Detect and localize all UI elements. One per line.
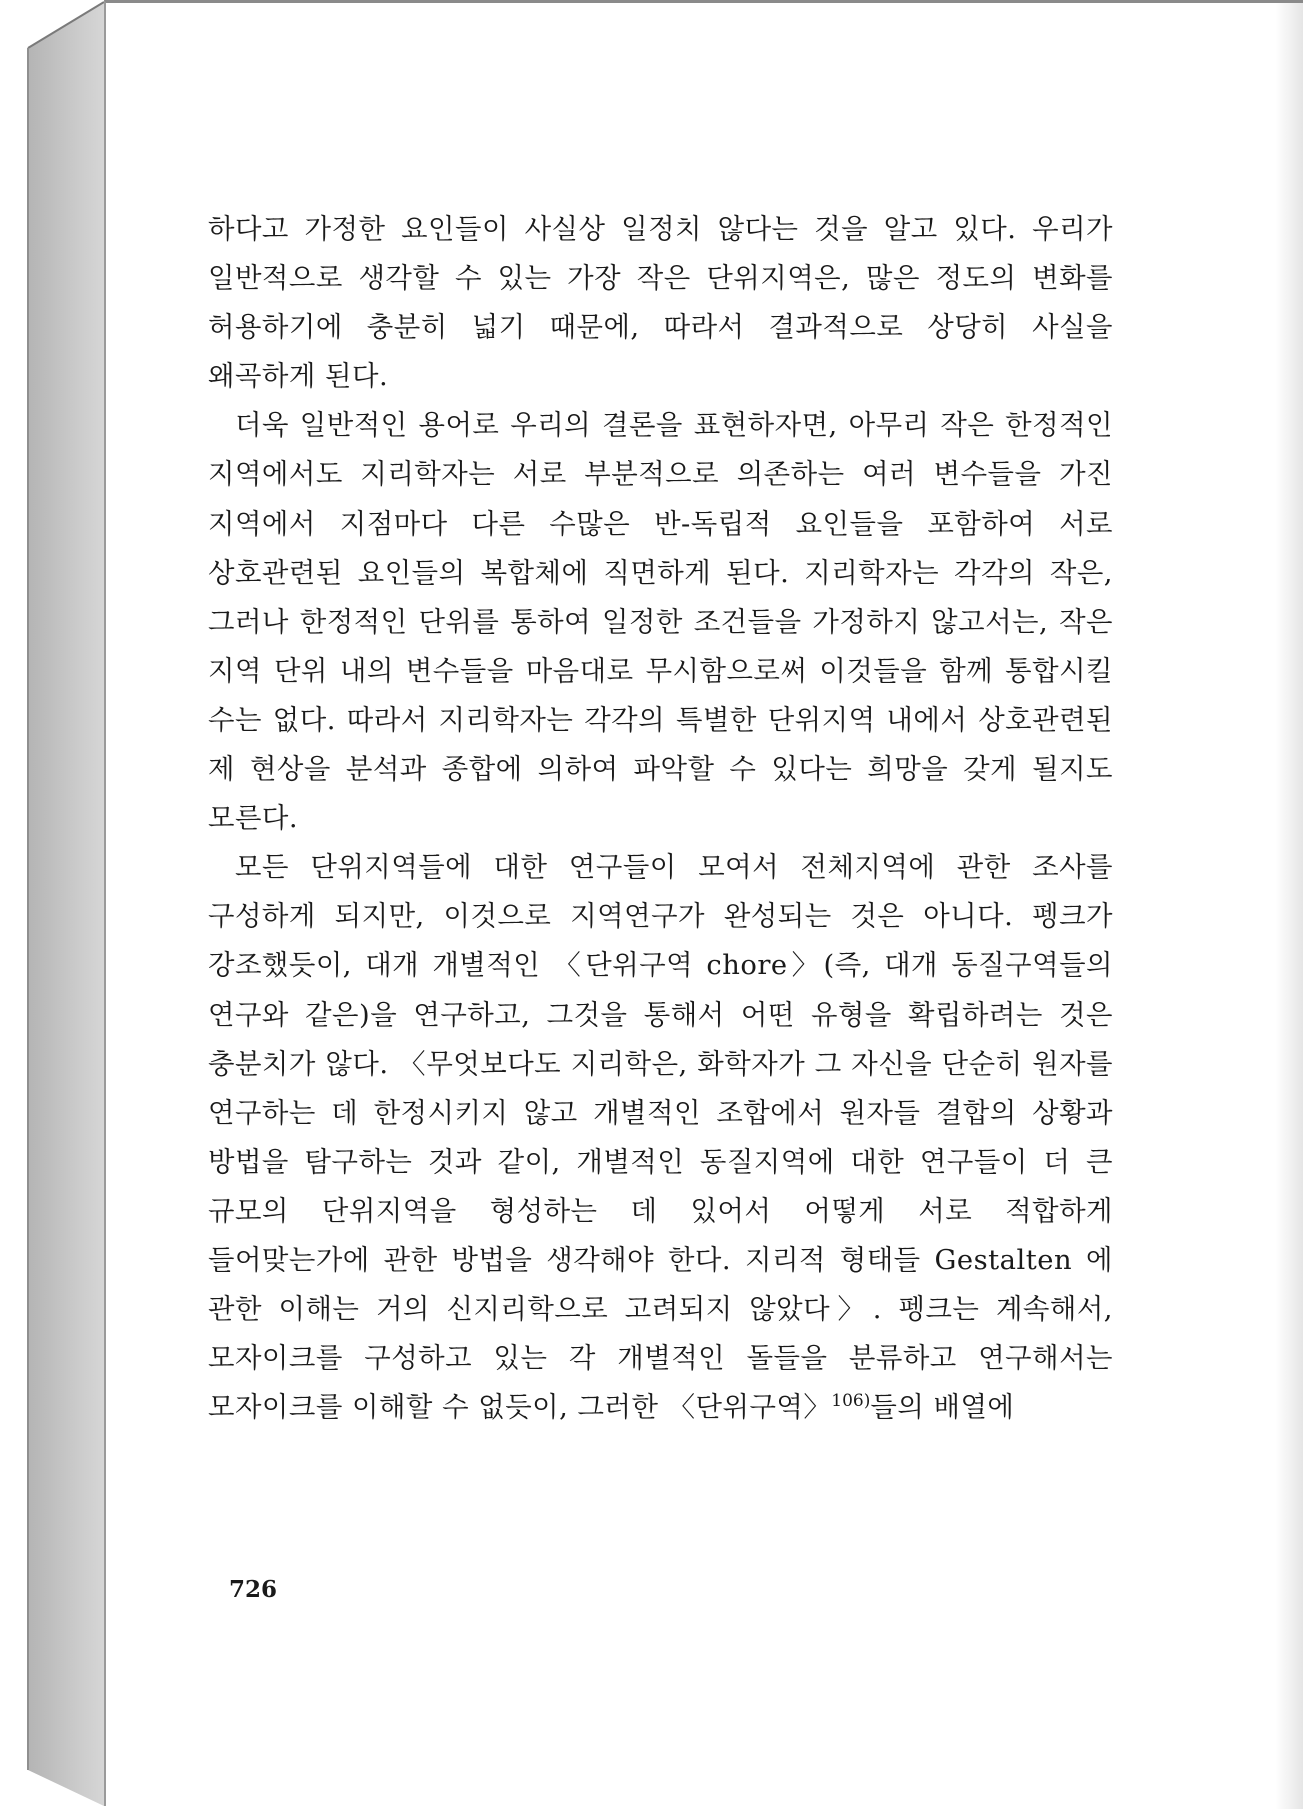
book-spine [0, 0, 110, 1806]
paragraph-3-continuation: 들의 배열에 [870, 1392, 1015, 1424]
page-edge-shadow [1275, 3, 1303, 1809]
footnote-reference: 106) [831, 1391, 871, 1412]
paragraph-2: 더욱 일반적인 용어로 우리의 결론을 표현하자면, 아무리 작은 한정적인 지역에서도 지리학자는 서로 부분적으로 의존하는 여러 변수들을 가진 지역에서 지점마다 다른 수많은 반-독립적 요인들을 포함하여 서로 상호관련된 요인들의 복합체에 직면하게 된다. 지리학자는 각각의 작은, 그러나 한정적인 단위를 통하여 일정한 조건들을 가정하지 않고서는, 작은 지역 단위 내의 변수들을 마음대로 무시함으로써 이것들을 함께 통합시킬 수는 없다. 따라서 지리학자는 각각의 특별한 단위지역 내에서 상호관련된 제 현상을 분석과 종합에 의하여 파악할 수 있다는 희망을 갖게 될지도 모른다. [208, 410, 1113, 835]
body-text [208, 205, 1113, 1432]
page-number: 726 [229, 1576, 278, 1603]
paragraph-3-text: 모든 단위지역들에 대한 연구들이 모여서 전체지역에 관한 조사를 구성하게 되지만, 이것으로 지역연구가 완성되는 것은 아니다. 펭크가 강조했듯이, 대개 개별적인 〈단위구역 chore〉(즉, 대개 동질구역들의 연구와 같은)을 연구하고, 그것을 통해서 어떤 유형을 확립하려는 것은 충분치가 않다. 〈무엇보다도 지리학은, 화학자가 그 자신을 단순히 원자를 연구하는 데 한정시키지 않고 개별적인 조합에서 원자들 결합의 상황과 방법을 탐구하는 것과 같이, 개별적인 동질지역에 대한 연구들이 더 큰 규모의 단위지역을 형성하는 데 있어서 어떻게 서로 적합하게 들어맞는가에 관한 방법을 생각해야 한다. 지리적 형태들 Gestalten 에 관한 이해는 거의 신지리학으로 고려되지 않았다〉. 펭크는 계속해서, 모자이크를 구성하고 있는 각 개별적인 돌들을 분류하고 연구해서는 모자이크를 이해할 수 없듯이, 그러한 〈단위구역〉 [208, 852, 1113, 1424]
paragraph-1: 하다고 가정한 요인들이 사실상 일정치 않다는 것을 알고 있다. 우리가 일반적으로 생각할 수 있는 가장 작은 단위지역은, 많은 정도의 변화를 허용하기에 충분히 넓기 때문에, 따라서 결과적으로 상당히 사실을 왜곡하게 된다. [208, 214, 1113, 393]
paragraph-3 [208, 843, 1113, 1432]
